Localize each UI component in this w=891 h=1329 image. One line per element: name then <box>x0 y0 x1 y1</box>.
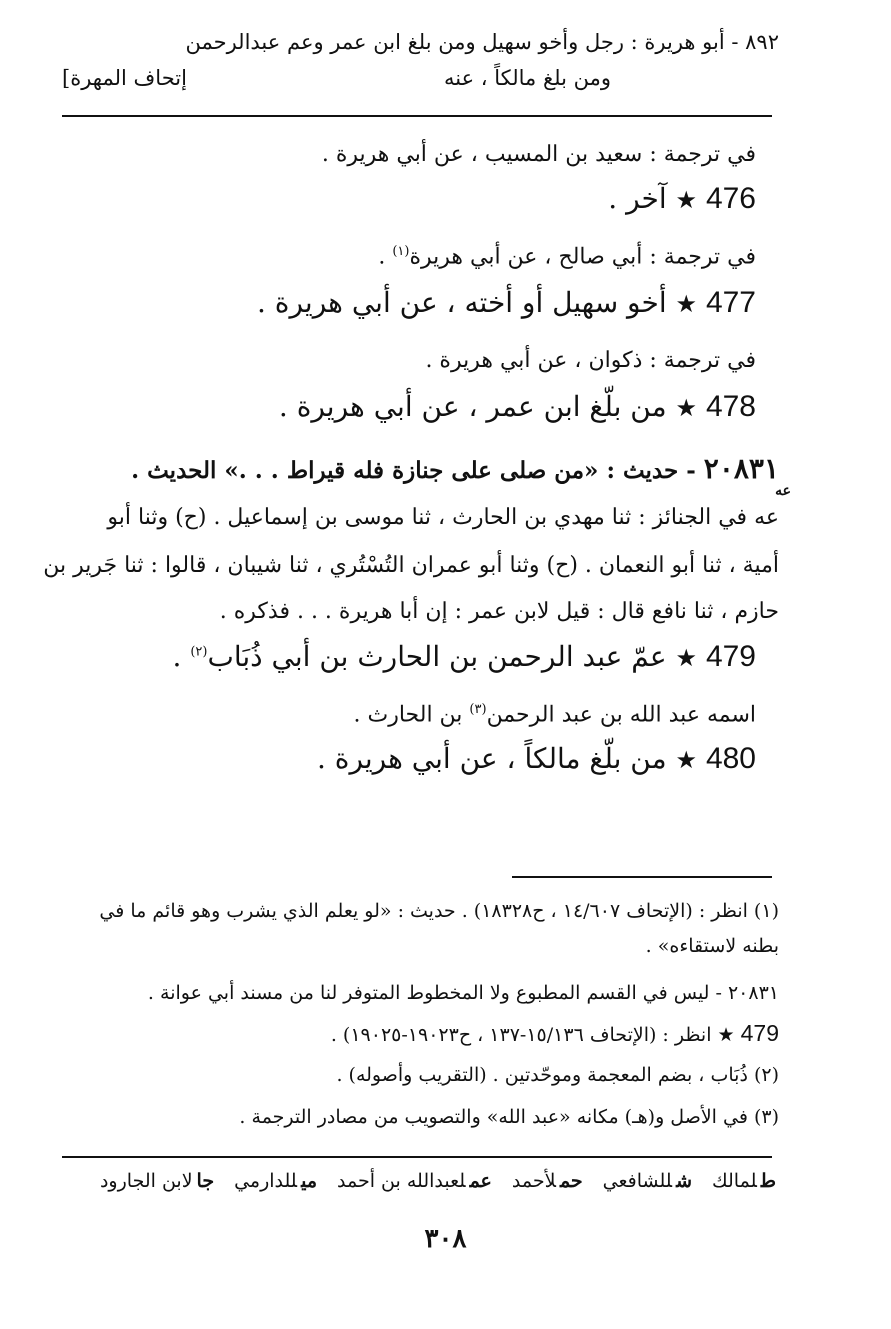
abbr-label: لأحمد <box>511 1170 556 1192</box>
abbr-label: للدارمي <box>234 1170 298 1192</box>
name-line <box>354 702 756 727</box>
tarjama-line: في ترجمة : سعيد بن المسيب ، عن أبي هريرة . <box>321 142 756 167</box>
hadith-text: - حديث : «من صلى على جنازة فله قيراط . . .» الحديث . <box>131 457 696 484</box>
footnote-ref: (٢) <box>190 644 208 660</box>
entry-number: 480 <box>705 742 756 775</box>
entry-number: 479 <box>705 640 756 673</box>
entry-479 <box>173 640 757 674</box>
entry-text: من بلّغ مالكاً ، عن أبي هريرة . <box>316 742 667 775</box>
header-divider <box>62 115 772 117</box>
isnad-line: حازم ، ثنا نافع قال : قيل لابن عمر : إن أبا هريرة . . . فذكره . <box>219 599 779 624</box>
entry-text: آخر . <box>608 182 667 215</box>
star-icon: ★ <box>675 186 698 214</box>
page-number: ٣٠٨ <box>424 1224 467 1254</box>
footnote-ref: (١) <box>392 244 410 259</box>
footnote-2: (٢) ذُبَاب ، بضم المعجمة وموحّدتين . (التقريب وأصوله) . <box>336 1064 779 1086</box>
abbr-code: عم <box>469 1170 492 1192</box>
entry-number: 478 <box>705 390 756 423</box>
entry-text: أخو سهيل أو أخته ، عن أبي هريرة . <box>256 286 667 319</box>
entry-end: . <box>172 640 191 673</box>
abbr-code: ط <box>760 1170 776 1192</box>
abbreviations-legend <box>100 1170 776 1192</box>
star-icon: ★ <box>675 746 698 774</box>
abbr-item <box>337 1170 492 1192</box>
hadith-heading <box>131 452 779 485</box>
abbr-label: لمالك <box>712 1170 757 1192</box>
footnote-1-cont: بطنه لاستقاءه» . <box>645 935 779 957</box>
hadith-sigla: عه <box>775 483 791 499</box>
footnote-hadith: ٢٠٨٣١ - ليس في القسم المطبوع ولا المخطوط المتوفر لنا من مسند أبي عوانة . <box>147 982 779 1004</box>
running-header-line1: ٨٩٢ - أبو هريرة : رجل وأخو سهيل ومن بلغ ابن عمر وعم عبدالرحمن <box>185 30 779 54</box>
abbr-label: لابن الجارود <box>99 1170 193 1192</box>
entry-number: 476 <box>705 182 756 215</box>
footnote-3: (٣) في الأصل و(هـ) مكانه «عبد الله» والتصويب من مصادر الترجمة . <box>239 1106 779 1128</box>
abbr-code: مي <box>301 1170 318 1192</box>
abbreviations-divider <box>62 1156 772 1158</box>
name-text: اسمه عبد الله بن عبد الرحمن <box>486 702 756 728</box>
abbr-code: حم <box>559 1170 583 1192</box>
isnad-line: عه في الجنائز : ثنا مهدي بن الحارث ، ثنا موسى بن إسماعيل . (ح) وثنا أبو <box>107 505 779 530</box>
tarjama-line <box>378 244 756 269</box>
abbr-item <box>234 1170 317 1192</box>
star-icon: ★ <box>675 394 698 422</box>
footnote-ref: (٣) <box>469 702 487 717</box>
footnote-entry-number: 479 <box>740 1020 779 1046</box>
star-icon: ★ <box>675 644 698 672</box>
tarjama-end: . <box>378 244 393 270</box>
abbr-item <box>512 1170 583 1192</box>
tarjama-line: في ترجمة : ذكوان ، عن أبي هريرة . <box>425 348 756 373</box>
footnote-479 <box>331 1020 779 1047</box>
name-end: بن الحارث . <box>353 702 470 728</box>
footnote-entry-text: ★ انظر : (الإتحاف ١٥/١٣٦-١٣٧ ، ح١٩٠٢٣-١٩٠٢٥) . <box>330 1024 735 1046</box>
entry-476 <box>608 182 756 216</box>
abbr-item <box>100 1170 214 1192</box>
abbr-label: لعبدالله بن أحمد <box>337 1170 466 1192</box>
abbr-code: ش <box>676 1170 692 1192</box>
isnad-line: أمية ، ثنا أبو النعمان . (ح) وثنا أبو عمران التُسْتُري ، ثنا شيبان ، قالوا : ثنا جَرير بن <box>43 553 779 578</box>
running-header-line2: ومن بلغ مالكاً ، عنه <box>444 66 611 90</box>
entry-477 <box>257 286 756 320</box>
entry-480 <box>317 742 756 776</box>
abbr-item <box>603 1170 692 1192</box>
hadith-number: ٢٠٨٣١ <box>703 452 779 485</box>
entry-text: عمّ عبد الرحمن بن الحارث بن أبي ذُبَاب <box>207 640 667 673</box>
entry-478 <box>279 390 756 424</box>
book-title: [إتحاف المهرة <box>62 66 187 90</box>
entry-text: من بلّغ ابن عمر ، عن أبي هريرة . <box>278 390 667 423</box>
star-icon: ★ <box>675 290 698 318</box>
entry-number: 477 <box>705 286 756 319</box>
footnote-divider <box>512 876 772 878</box>
abbr-label: للشافعي <box>602 1170 673 1192</box>
abbr-code: جا <box>196 1170 215 1192</box>
tarjama-text: في ترجمة : أبي صالح ، عن أبي هريرة <box>409 244 756 270</box>
abbr-item <box>712 1170 776 1192</box>
footnote-1: (١) انظر : (الإتحاف ١٤/٦٠٧ ، ح١٨٣٢٨) . حديث : «لو يعلم الذي يشرب وهو قائم ما في <box>99 900 779 922</box>
